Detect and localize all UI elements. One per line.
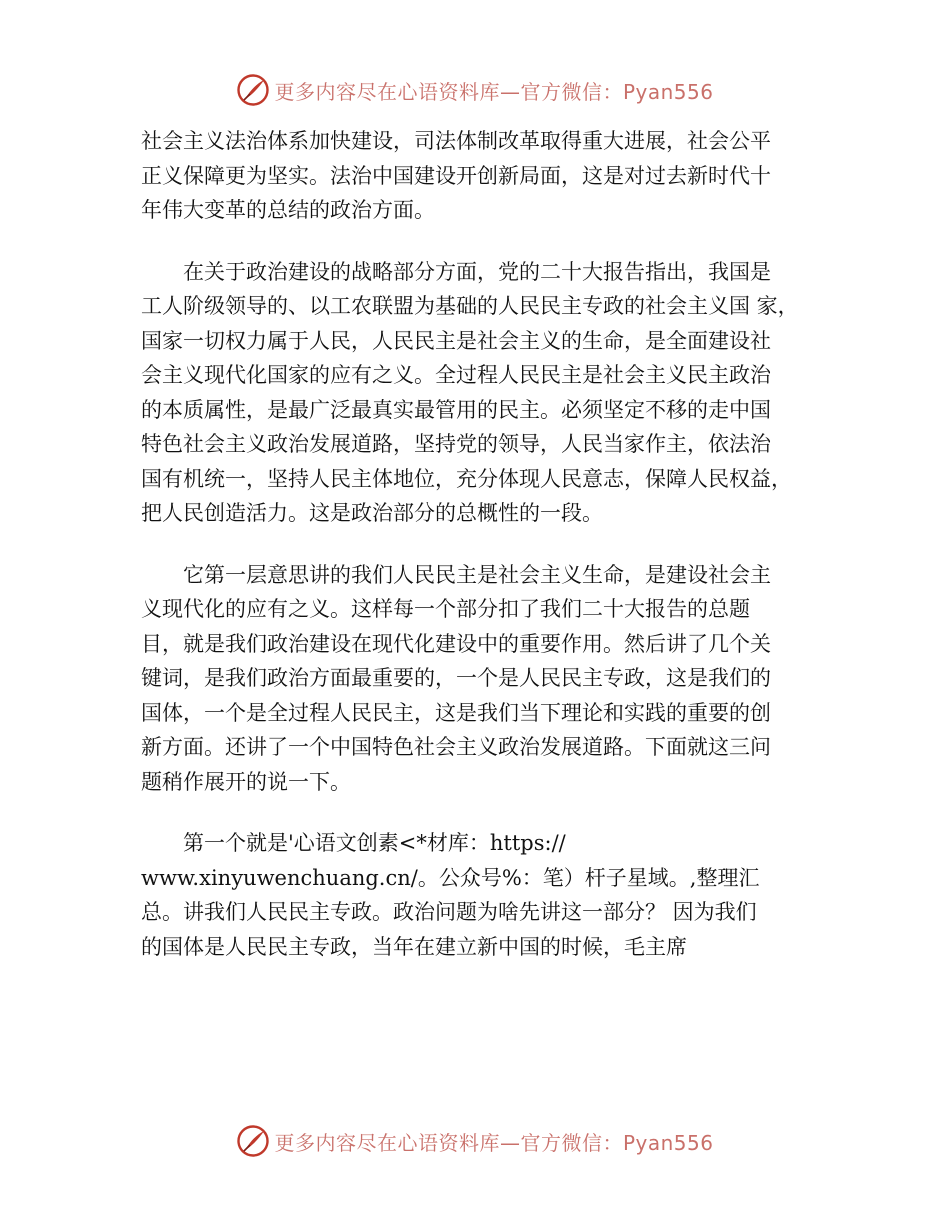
header-banner [0, 70, 950, 110]
text-line: 的本质属性，是最广泛最真实最管用的民主。必须坚定不移的走中国 [141, 397, 771, 422]
feather-logo-icon [236, 73, 270, 107]
footer-banner [0, 1121, 950, 1161]
text-line: 它第一层意思讲的我们人民民主是社会主义生命，是建设社会主 [183, 562, 771, 587]
text-line: 总。讲我们人民民主专政。政治问题为啥先讲这一部分？ 因为我们 [141, 900, 757, 924]
paragraph-4 [141, 826, 801, 964]
text-line: 题稍作展开的说一下。 [141, 769, 351, 794]
text-line: 的国体是人民民主专政，当年在建立新中国的时候，毛主席 [141, 934, 687, 959]
text-line: 新方面。还讲了一个中国特色社会主义政治发展道路。下面就这三问 [141, 735, 771, 759]
text-line: 义现代化的应有之义。这样每一个部分扣了我们二十大报告的总题 [141, 597, 750, 621]
document-body [141, 124, 801, 991]
text-line: 键词，是我们政治方面最重要的，一个是人民民主专政，这是我们的 [141, 666, 771, 690]
text-line: 国家一切权力属于人民，人民民主是社会主义的生命，是全面建设社 [141, 328, 771, 353]
paragraph-1 [141, 124, 801, 228]
text-line: 会主义现代化国家的应有之义。全过程人民民主是社会主义民主政治 [141, 363, 771, 387]
text-line: 目，就是我们政治建设在现代化建设中的重要作用。然后讲了几个关 [141, 631, 771, 656]
text-line: 第一个就是'心语文创素<*材库：https:// [183, 831, 566, 855]
text-line: 在关于政治建设的战略部分方面，党的二十大报告指出，我国是 [183, 259, 771, 284]
text-line: 国体，一个是全过程人民民主，这是我们当下理论和实践的重要的创 [141, 700, 771, 725]
paragraph-2 [141, 255, 801, 531]
text-line: 年伟大变革的总结的政治方面。 [141, 198, 435, 222]
footer-banner-text: 更多内容尽在心语资料库—官方微信：Pyan556 [274, 1130, 714, 1155]
feather-logo-icon [236, 1124, 270, 1158]
text-line: 把人民创造活力。这是政治部分的总概性的一段。 [141, 501, 603, 525]
text-line: 社会主义法治体系加快建设，司法体制改革取得重大进展，社会公平 [141, 129, 771, 153]
paragraph-3 [141, 558, 801, 800]
text-line: 特色社会主义政治发展道路，坚持党的领导，人民当家作主，依法治 [141, 432, 771, 456]
header-banner-text: 更多内容尽在心语资料库—官方微信：Pyan556 [274, 79, 714, 104]
text-line: 国有机统一，坚持人民主体地位，充分体现人民意志，保障人民权益， [141, 466, 792, 491]
text-line: 正义保障更为坚实。法治中国建设开创新局面，这是对过去新时代十 [141, 163, 771, 188]
text-line: 工人阶级领导的、以工农联盟为基础的人民民主专政的社会主义国 家， [141, 294, 799, 318]
text-line: www.xinyuwenchuang.cn/。公众号%：笔）杆子星域。,整理汇 [141, 865, 760, 890]
